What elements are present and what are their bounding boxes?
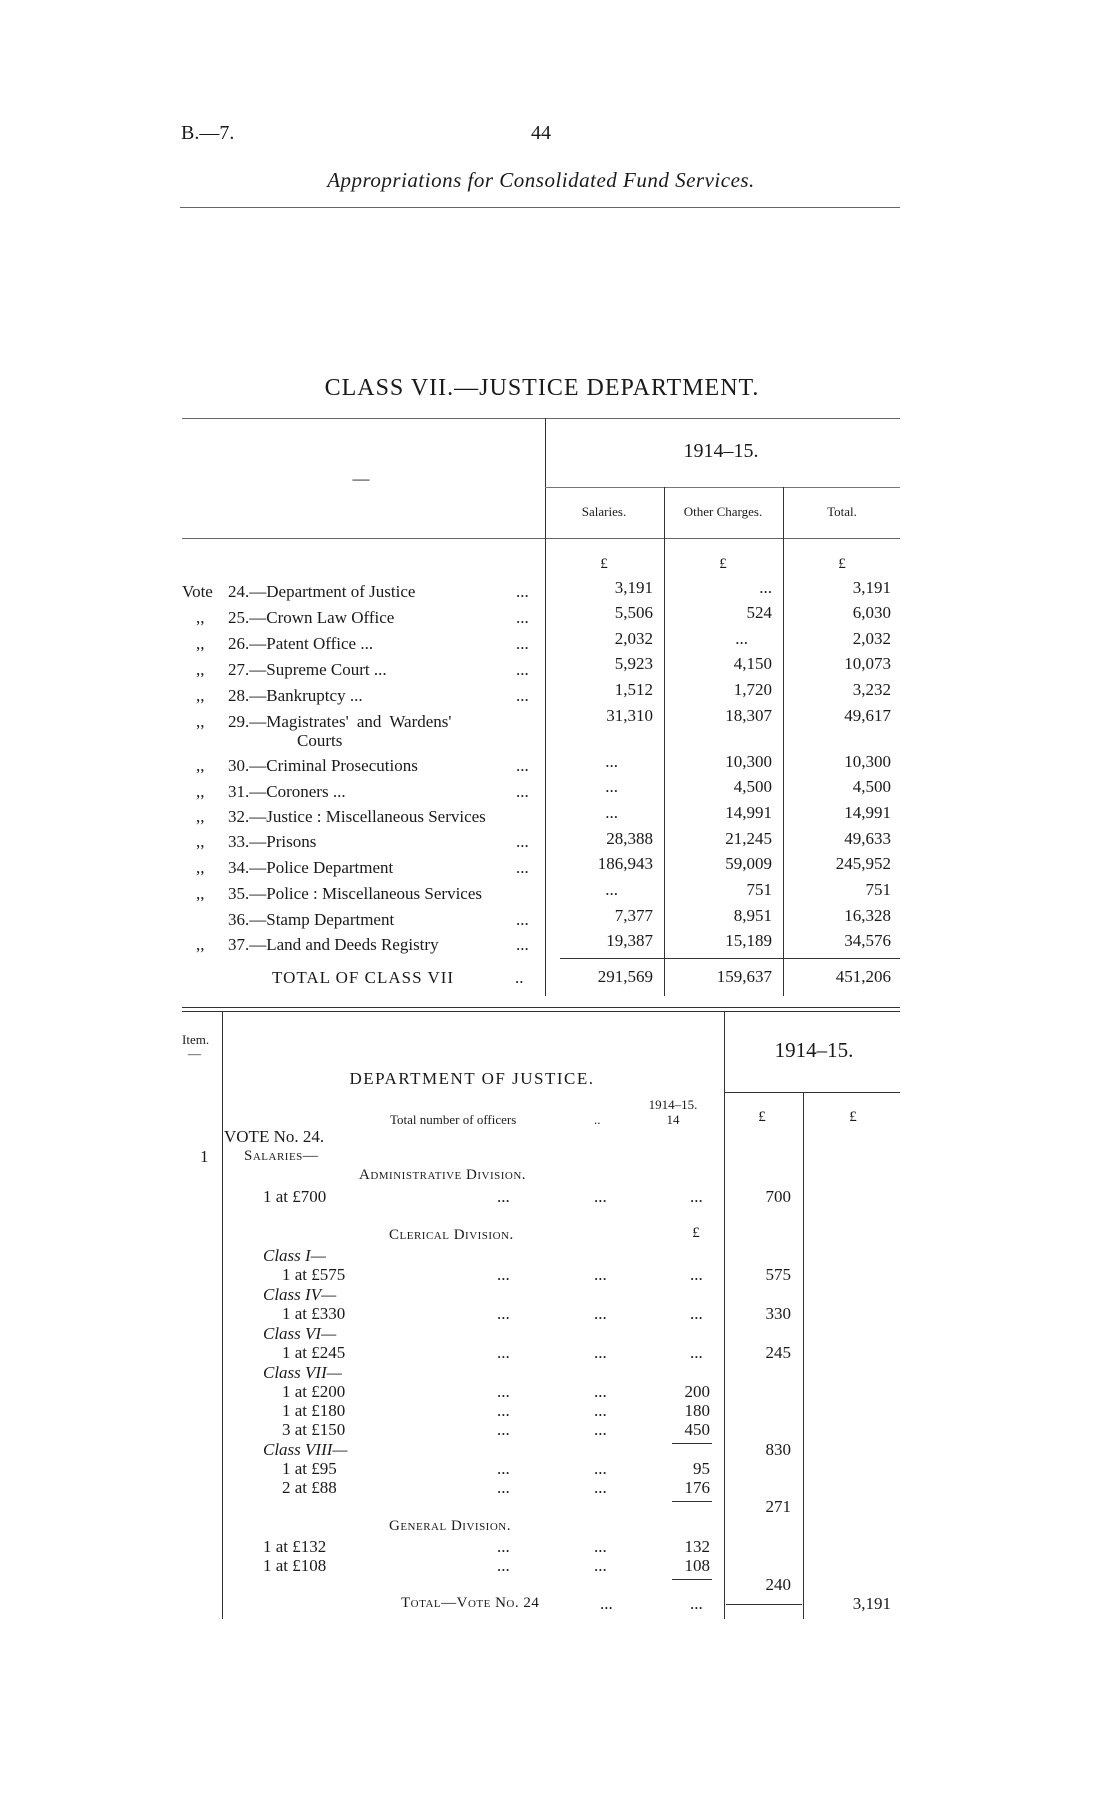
line-leader: ... [497, 1401, 510, 1420]
other-charges-cell: ... [735, 629, 748, 648]
vote-prefix: ,, [196, 634, 205, 653]
salaries-cell: 5,506 [614, 603, 653, 622]
line-leader: ... [594, 1556, 607, 1575]
line-leader: ... [497, 1382, 510, 1401]
vote-prefix: ,, [196, 712, 205, 731]
row-leader: ... [516, 756, 529, 775]
other-charges-cell: 8,951 [733, 906, 772, 925]
subtotal-rule [560, 958, 900, 959]
line-leader: ... [594, 1382, 607, 1401]
line-label: 1 at £180 [282, 1401, 346, 1420]
col-divider [783, 538, 784, 996]
header-rule [180, 207, 900, 208]
table-top-rule [182, 418, 900, 419]
line-leader: ... [594, 1401, 607, 1420]
row-leader: ... [516, 858, 529, 877]
row-label: 29.—Magistrates' and Wardens' [228, 712, 452, 731]
vote-prefix: ,, [196, 782, 205, 801]
class-heading: CLASS VII.—JUSTICE DEPARTMENT. [324, 375, 760, 401]
col-divider [545, 538, 546, 996]
salaries-cell: ... [605, 880, 618, 899]
total-cell: 3,191 [852, 578, 891, 597]
vote-total-amount: 3,191 [852, 1594, 891, 1613]
line-label: 1 at £132 [263, 1537, 327, 1556]
row-leader: ... [516, 686, 529, 705]
total-cell: 10,300 [844, 752, 891, 771]
admin-division-heading: Administrative Division. [359, 1167, 527, 1183]
line-leader: ... [690, 1187, 703, 1206]
line-leader: ... [594, 1265, 607, 1284]
class-label: Class IV— [263, 1285, 337, 1304]
row-label: 35.—Police : Miscellaneous Services [228, 884, 483, 903]
line-sum: 330 [765, 1304, 791, 1323]
row-label-continuation: Courts [297, 731, 343, 750]
general-division-heading: General Division. [389, 1518, 511, 1534]
vote-prefix: ,, [196, 686, 205, 705]
class-label: Class VII— [263, 1363, 342, 1382]
line-leader: ... [690, 1304, 703, 1323]
line-leader: ... [594, 1478, 607, 1497]
salaries-cell: 31,310 [606, 706, 653, 725]
salaries-cell: 19,387 [606, 931, 653, 950]
row-leader: ... [516, 634, 529, 653]
officers-leader: .. [594, 1112, 601, 1127]
line-label: 1 at £200 [282, 1382, 346, 1401]
line-amount: 200 [684, 1382, 710, 1401]
salaries-cell: 2,032 [614, 629, 653, 648]
department-heading: DEPARTMENT OF JUSTICE. [349, 1069, 595, 1088]
col-divider [783, 487, 784, 538]
class-label: Class VI— [263, 1324, 337, 1343]
year-rule [545, 487, 900, 488]
other-charges-cell: 15,189 [725, 931, 772, 950]
line-sum: 575 [765, 1265, 791, 1284]
class-subtotal: 830 [765, 1440, 791, 1459]
line-leader: ... [497, 1343, 510, 1362]
vote-prefix: ,, [196, 832, 205, 851]
total-cell: 49,617 [844, 706, 891, 725]
item-column-dash: — [188, 1046, 201, 1061]
row-label: 24.—Department of Justice [228, 582, 416, 601]
line-amount: 108 [684, 1556, 710, 1575]
table-bottom-rule [182, 1011, 900, 1012]
line-label: 1 at £330 [282, 1304, 346, 1323]
row-label: 26.—Patent Office ... [228, 634, 374, 653]
salaries-cell: 5,923 [614, 654, 653, 673]
total-cell: 4,500 [852, 777, 891, 796]
table-bottom-rule [182, 1007, 900, 1008]
vote-prefix: ,, [196, 660, 205, 679]
line-leader: ... [594, 1343, 607, 1362]
class-label: Class VIII— [263, 1440, 348, 1459]
item-number: 1 [200, 1147, 209, 1166]
total-cell: 10,073 [844, 654, 891, 673]
subtotal-rule [672, 1579, 712, 1580]
vote-prefix: ,, [196, 935, 205, 954]
officers-year: 1914–15. [648, 1097, 698, 1112]
line-amount: 132 [684, 1537, 710, 1556]
row-leader: ... [516, 608, 529, 627]
line-sum: 245 [765, 1343, 791, 1362]
line-leader: ... [594, 1459, 607, 1478]
currency-symbol: £ [849, 1109, 857, 1125]
line-leader: ... [497, 1187, 510, 1206]
line-label: 1 at £108 [263, 1556, 327, 1575]
row-leader: .. [515, 968, 524, 987]
grand-total-cell: 451,206 [835, 967, 891, 986]
total-cell: 751 [865, 880, 891, 899]
line-leader: ... [594, 1537, 607, 1556]
total-cell: 34,576 [844, 931, 891, 950]
other-charges-cell: 1,720 [733, 680, 772, 699]
line-sum: 700 [765, 1187, 791, 1206]
subtotal-rule [672, 1501, 712, 1502]
total-rule [726, 1604, 802, 1605]
total-cell: 16,328 [844, 906, 891, 925]
other-charges-cell: 524 [746, 603, 772, 622]
line-leader: ... [594, 1304, 607, 1323]
line-leader: ... [497, 1459, 510, 1478]
document-reference: B.—7. [181, 122, 235, 144]
row-label: 37.—Land and Deeds Registry [228, 935, 439, 954]
col-divider [664, 487, 665, 538]
line-label: 3 at £150 [282, 1420, 346, 1439]
other-charges-cell: 14,991 [725, 803, 772, 822]
row-leader: ... [516, 582, 529, 601]
vote-prefix: ,, [196, 807, 205, 826]
line-leader: ... [690, 1343, 703, 1362]
salaries-label: Salaries— [244, 1148, 319, 1164]
line-leader: ... [497, 1304, 510, 1323]
column-header-total: Total. [827, 504, 857, 519]
row-label: 36.—Stamp Department [228, 910, 395, 929]
vote-prefix: Vote [182, 582, 213, 601]
officers-label: Total number of officers [390, 1112, 517, 1127]
total-cell: 245,952 [835, 854, 891, 873]
row-label: 27.—Supreme Court ... [228, 660, 387, 679]
other-charges-cell: 751 [746, 880, 772, 899]
other-charges-cell: 10,300 [725, 752, 772, 771]
item-column-divider [222, 1011, 223, 1619]
column-header-salaries: Salaries. [581, 504, 627, 519]
officers-count: 14 [666, 1112, 680, 1127]
total-cell: 3,232 [852, 680, 891, 699]
row-label: 33.—Prisons [228, 832, 317, 851]
line-label: 2 at £88 [282, 1478, 337, 1497]
currency-symbol: £ [758, 1109, 766, 1125]
other-charges-cell: 4,150 [733, 654, 772, 673]
vote-prefix: ,, [196, 858, 205, 877]
salaries-cell: ... [605, 803, 618, 822]
row-leader: ... [516, 910, 529, 929]
row-label: 28.—Bankruptcy ... [228, 686, 363, 705]
total-label: TOTAL OF CLASS VII [272, 968, 455, 987]
salaries-cell: ... [605, 752, 618, 771]
year-header: 1914–15. [683, 440, 759, 462]
line-leader: ... [600, 1594, 613, 1613]
row-label: 34.—Police Department [228, 858, 394, 877]
other-charges-cell: 59,009 [725, 854, 772, 873]
currency-symbol: £ [692, 1225, 700, 1241]
total-cell: 49,633 [844, 829, 891, 848]
description-dash: — [352, 469, 370, 488]
other-charges-cell: 18,307 [725, 706, 772, 725]
salaries-cell: 1,512 [614, 680, 653, 699]
header-divider [545, 418, 546, 538]
salaries-cell: 28,388 [606, 829, 653, 848]
class-subtotal: 271 [765, 1497, 791, 1516]
vote-prefix: ,, [196, 756, 205, 775]
line-label: 1 at £245 [282, 1343, 346, 1362]
other-charges-cell: ... [759, 578, 772, 597]
page-number: 44 [531, 122, 551, 144]
year-header: 1914–15. [774, 1038, 854, 1062]
line-leader: ... [690, 1265, 703, 1284]
vote-prefix: ,, [196, 884, 205, 903]
currency-symbol: £ [838, 556, 846, 572]
line-label: 1 at £700 [263, 1187, 327, 1206]
line-leader: ... [594, 1187, 607, 1206]
other-charges-cell: 21,245 [725, 829, 772, 848]
sum-column-divider [803, 1092, 804, 1619]
total-cell: 14,991 [844, 803, 891, 822]
vote-prefix: ,, [196, 608, 205, 627]
row-leader: ... [516, 660, 529, 679]
vote-number: VOTE No. 24. [224, 1127, 325, 1146]
line-amount: 450 [684, 1420, 710, 1439]
year-header-rule [724, 1092, 900, 1093]
salaries-cell: 7,377 [614, 906, 653, 925]
currency-symbol: £ [719, 556, 727, 572]
salaries-cell: 186,943 [597, 854, 653, 873]
line-label: 1 at £95 [282, 1459, 337, 1478]
line-leader: ... [594, 1420, 607, 1439]
item-column-header: Item. [182, 1032, 210, 1047]
currency-symbol: £ [600, 556, 608, 572]
total-cell: 2,032 [852, 629, 891, 648]
row-leader: ... [516, 782, 529, 801]
line-leader: ... [690, 1594, 703, 1613]
total-salaries-cell: 291,569 [597, 967, 653, 986]
line-leader: ... [497, 1265, 510, 1284]
line-label: 1 at £575 [282, 1265, 346, 1284]
line-leader: ... [497, 1537, 510, 1556]
row-label: 32.—Justice : Miscellaneous Services [228, 807, 486, 826]
line-amount: 176 [684, 1478, 710, 1497]
row-leader: ... [516, 935, 529, 954]
column-header-other-charges: Other Charges. [683, 504, 763, 519]
col-divider [664, 538, 665, 996]
row-leader: ... [516, 832, 529, 851]
total-cell: 6,030 [852, 603, 891, 622]
page-title: Appropriations for Consolidated Fund Services. [327, 168, 755, 192]
year-column-divider [724, 1011, 725, 1619]
row-label: 25.—Crown Law Office [228, 608, 395, 627]
subtotal-rule [672, 1443, 712, 1444]
salaries-cell: ... [605, 777, 618, 796]
class-subtotal: 240 [765, 1575, 791, 1594]
row-label: 31.—Coroners ... [228, 782, 346, 801]
clerical-division-heading: Clerical Division. [389, 1227, 514, 1243]
header-bottom-rule [182, 538, 900, 539]
line-leader: ... [497, 1556, 510, 1575]
line-leader: ... [497, 1420, 510, 1439]
line-amount: 180 [684, 1401, 710, 1420]
total-vote-label: Total—Vote No. 24 [401, 1595, 540, 1611]
other-charges-cell: 4,500 [733, 777, 772, 796]
salaries-cell: 3,191 [614, 578, 653, 597]
line-amount: 95 [693, 1459, 710, 1478]
total-other-charges-cell: 159,637 [716, 967, 772, 986]
class-label: Class I— [263, 1246, 326, 1265]
row-label: 30.—Criminal Prosecutions [228, 756, 418, 775]
line-leader: ... [497, 1478, 510, 1497]
